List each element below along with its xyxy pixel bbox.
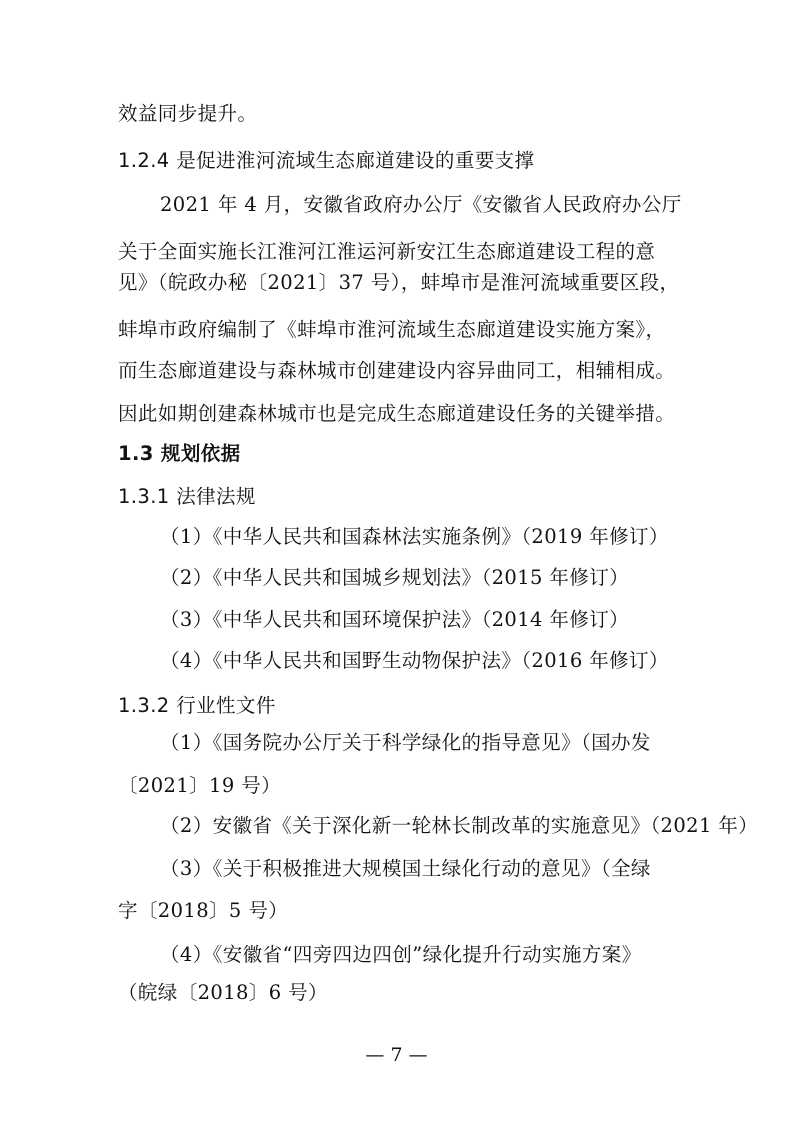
section-heading-1-3-2: 1.3.2 行业性文件: [118, 694, 276, 717]
list-item: （2）安徽省《关于深化新一轮林长制改革的实施意见》（2021 年）: [160, 814, 759, 837]
list-item: （1）《国务院办公厅关于科学绿化的指导意见》（国办发: [160, 731, 651, 754]
paragraph-line: 而生态廊道建设与森林城市创建建设内容异曲同工，相辅相成。: [118, 359, 676, 382]
section-heading-1-2-4: 1.2.4 是促进淮河流域生态廊道建设的重要支撑: [118, 149, 535, 172]
list-item: （4）《中华人民共和国野生动物保护法》（2016 年修订）: [160, 649, 669, 672]
paragraph-line: 蚌埠市政府编制了《蚌埠市淮河流域生态廊道建设实施方案》，: [118, 318, 666, 341]
paragraph-line: 效益同步提升。: [118, 102, 258, 125]
paragraph-line: 2021 年 4 月，安徽省政府办公厅《安徽省人民政府办公厅: [160, 193, 682, 216]
paragraph-line: 关于全面实施长江淮河江淮运河新安江生态廊道建设工程的意: [118, 240, 656, 263]
page-number: — 7 —: [365, 1044, 428, 1066]
paragraph-line: 因此如期创建森林城市也是完成生态廊道建设任务的关键举措。: [118, 402, 676, 425]
list-item-continuation: （皖绿〔2018〕6 号）: [118, 981, 328, 1004]
list-item: （3）《关于积极推进大规模国土绿化行动的意见》（全绿: [160, 857, 651, 880]
list-item: （2）《中华人民共和国城乡规划法》（2015 年修订）: [160, 566, 630, 589]
list-item: （1）《中华人民共和国森林法实施条例》（2019 年修订）: [160, 525, 669, 548]
list-item: （4）《安徽省“四旁四边四创”绿化提升行动实施方案》: [160, 943, 642, 966]
section-heading-1-3-1: 1.3.1 法律法规: [118, 485, 256, 508]
paragraph-line: 见》（皖政办秘〔2021〕37 号），蚌埠市是淮河流域重要区段，: [118, 271, 680, 294]
section-heading-1-3: 1.3 规划依据: [118, 442, 241, 465]
list-item-continuation: 〔2021〕19 号）: [118, 774, 282, 797]
list-item-continuation: 字〔2018〕5 号）: [118, 899, 289, 922]
list-item: （3）《中华人民共和国环境保护法》（2014 年修订）: [160, 608, 630, 631]
